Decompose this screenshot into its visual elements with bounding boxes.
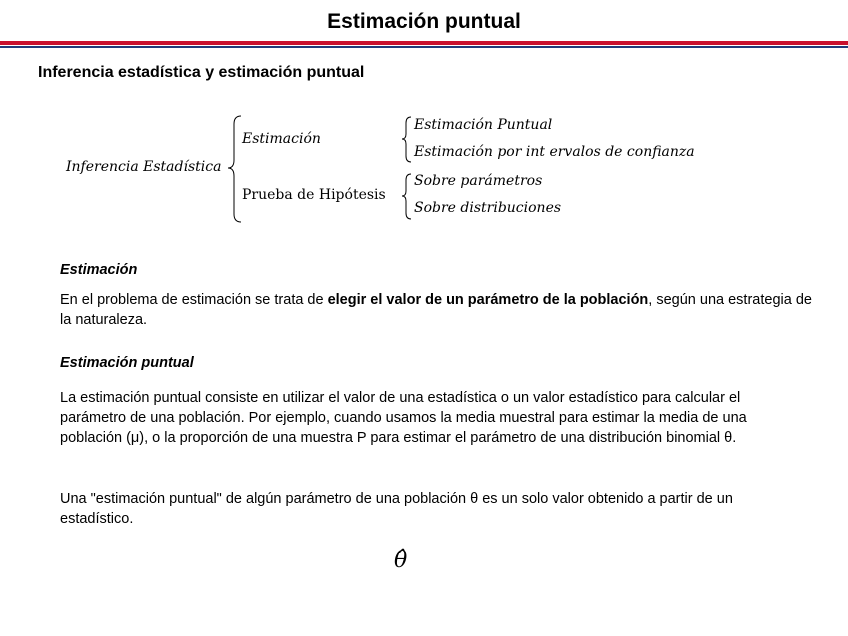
diagram-leaf-parametros: Sobre parámetros [414, 173, 543, 189]
slide-title: Estimación puntual [327, 10, 521, 33]
estimacion-puntual-paragraph-2: Una "estimación puntual" de algún parámetro de una población θ es un solo valor obtenido a partir de un estadístico. [60, 491, 733, 527]
estimacion-heading: Estimación [60, 262, 138, 278]
estimacion-puntual-heading: Estimación puntual [60, 355, 194, 371]
section-heading: Inferencia estadística y estimación puntual [38, 64, 365, 81]
theta-hat-symbol: θ̂ [394, 548, 408, 573]
estimacion-puntual-paragraph-1: La estimación puntual consiste en utilizar el valor de una estadística o un valor estadístico para calcular el parámetro de una población. Por ejemplo, cuando usamos la media muestral para estimar la media de una población (μ), o la proporción de una muestra P para estimar el parámetro de una distribución binomial θ. [60, 390, 747, 446]
diagram-leaf-intervalos: Estimación por int ervalos de confianza [414, 144, 695, 160]
estimacion-paragraph: En el problema de estimación se trata de elegir el valor de un parámetro de la población, según una estrategia de la naturaleza. [60, 292, 812, 328]
diagram-root: Inferencia Estadística [66, 159, 222, 175]
diagram-branch-hipotesis: Prueba de Hipótesis [242, 187, 386, 203]
root-brace [228, 116, 241, 222]
diagram-branch-estimacion: Estimación [242, 131, 321, 147]
estimacion-emphasis: elegir el valor de un parámetro de la población [327, 292, 649, 308]
diagram-leaf-puntual: Estimación Puntual [414, 117, 553, 133]
hipotesis-brace [402, 174, 411, 219]
diagram-leaf-distribuciones: Sobre distribuciones [414, 200, 562, 216]
estimacion-brace [402, 117, 411, 162]
